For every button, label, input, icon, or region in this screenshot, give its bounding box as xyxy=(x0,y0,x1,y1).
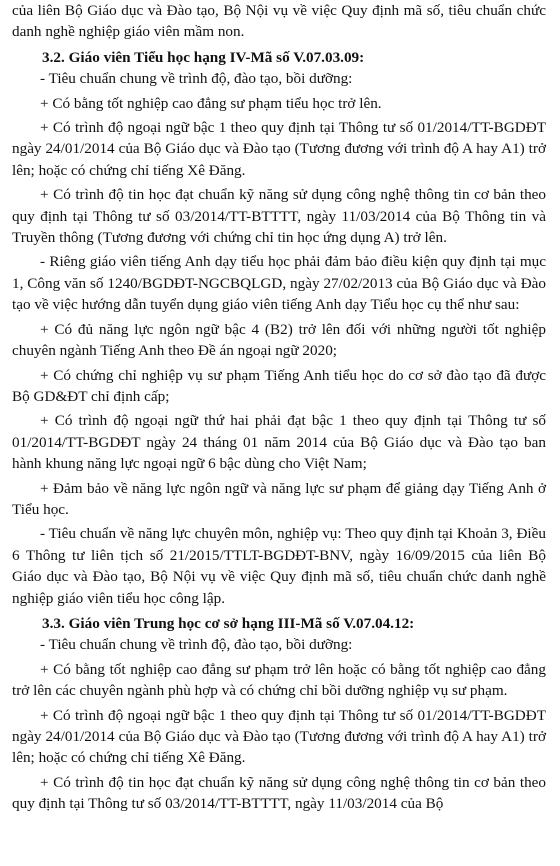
paragraph: - Tiêu chuẩn chung về trình độ, đào tạo, bồi dưỡng: xyxy=(40,636,353,654)
paragraph: + Có trình độ tin học đạt chuẩn kỹ năng sử dụng công nghệ thông tin cơ bản theo quy định tại Thông tư số 03/2014/TT-BTTTT, ngày 11/03/2014 của Bộ xyxy=(12,773,546,813)
paragraph: + Có chứng chỉ nghiệp vụ sư phạm Tiếng Anh tiểu học do cơ sở đào tạo đã được Bộ GD&ĐT chỉ định cấp; xyxy=(12,366,546,405)
paragraph: + Có bằng tốt nghiệp cao đẳng sư phạm trở lên hoặc có bằng tốt nghiệp cao đẳng trở lên các chuyên ngành phù hợp và có chứng chỉ bồi dưỡng nghiệp vụ sư phạm. xyxy=(12,660,546,700)
section-heading-3-2: 3.2. Giáo viên Tiểu học hạng IV-Mã số V.07.03.09: xyxy=(42,48,365,66)
paragraph: + Có trình độ ngoại ngữ thứ hai phải đạt bậc 1 theo quy định tại Thông tư số 01/2014/TT-BGDĐT ngày 24 tháng 01 năm 2014 của Bộ Giáo dục và Đào tạo ban hành khung năng lực ngoại ngữ 6 bậc dùng cho Việt Nam; xyxy=(12,412,546,473)
paragraph: + Có trình độ ngoại ngữ bậc 1 theo quy định tại Thông tư số 01/2014/TT-BGDĐT ngày 24/01/2014 của Bộ Giáo dục và Đào tạo (Tương đương với trình độ A hay A1) trở lên; hoặc có chứng chỉ tiếng Xê Đăng. xyxy=(12,119,546,179)
paragraph-intro-tail: của liên Bộ Giáo dục và Đào tạo, Bộ Nội vụ về việc Quy định mã số, tiêu chuẩn chức danh nghề nghiệp giáo viên mầm non. xyxy=(12,2,546,41)
paragraph: + Có trình độ tin học đạt chuẩn kỹ năng sử dụng công nghệ thông tin cơ bản theo quy định tại Thông tư số 03/2014/TT-BTTTT, ngày 11/03/2014 của Bộ Thông tin và Truyền thông (Tương đương với chứng chỉ tin học ứng dụng A) trở lên. xyxy=(12,186,546,247)
paragraph: - Tiêu chuẩn chung về trình độ, đào tạo, bồi dưỡng: xyxy=(40,70,353,88)
paragraph: - Riêng giáo viên tiếng Anh dạy tiểu học phải đảm bảo điều kiện quy định tại mục 1, Công văn số 1240/BGDĐT-NGCBQLGD, ngày 27/02/2013 của Bộ Giáo dục và Đào tạo về việc hướng dẫn tuyển dụng giáo viên tiếng Anh dạy Tiểu học cụ thể như sau: xyxy=(12,253,546,314)
section-heading-3-3: 3.3. Giáo viên Trung học cơ sở hạng III-Mã số V.07.04.12: xyxy=(42,614,415,632)
paragraph: - Tiêu chuẩn về năng lực chuyên môn, nghiệp vụ: Theo quy định tại Khoản 3, Điều 6 Thông tư liên tịch số 21/2015/TTLT-BGDĐT-BNV, ngày 16/09/2015 của liên Bộ Giáo dục và Đào tạo, Bộ Nội vụ về việc Quy định mã số, tiêu chuẩn chức danh nghề nghiệp giáo viên tiểu học công lập. xyxy=(12,525,546,607)
paragraph: + Đảm bảo về năng lực ngôn ngữ và năng lực sư phạm để giảng dạy Tiếng Anh ở Tiểu học. xyxy=(12,479,546,518)
paragraph: + Có bằng tốt nghiệp cao đẳng sư phạm tiểu học trở lên. xyxy=(40,94,382,112)
paragraph: + Có đủ năng lực ngôn ngữ bậc 4 (B2) trở lên đối với những người tốt nghiệp chuyên ngành Tiếng Anh theo Đề án ngoại ngữ 2020; xyxy=(12,320,546,360)
paragraph: + Có trình độ ngoại ngữ bậc 1 theo quy định tại Thông tư số 01/2014/TT-BGDĐT ngày 24/01/2014 của Bộ Giáo dục và Đào tạo (Tương đương với trình độ A hay A1) trở lên; hoặc có chứng chỉ tiếng Xê Đăng. xyxy=(12,706,546,767)
